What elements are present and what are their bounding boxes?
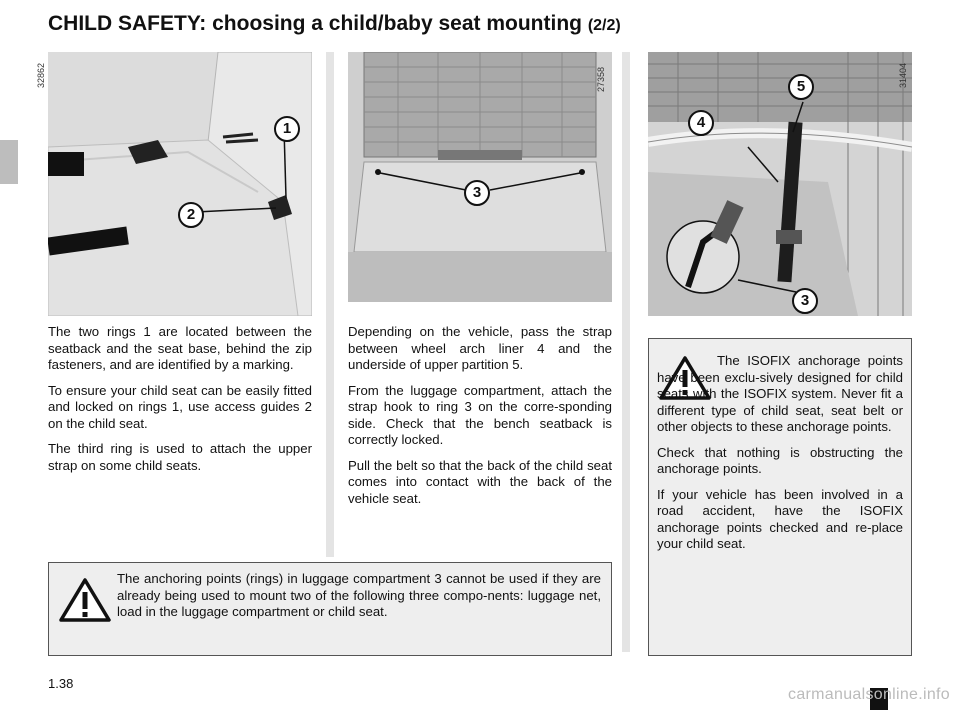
callout-2: 2 xyxy=(178,202,204,228)
callout-3b: 3 xyxy=(792,288,818,314)
strap-partition-illustration xyxy=(648,52,912,316)
seat-rings-illustration xyxy=(48,52,312,316)
page-number: 1.38 xyxy=(48,676,74,691)
luggage-compartment-drawing xyxy=(348,52,612,302)
page-title-suffix: (2/2) xyxy=(587,17,621,34)
column-separator-2 xyxy=(622,52,630,652)
warning-triangle-icon xyxy=(59,577,111,623)
image-ref-32862: 32862 xyxy=(36,62,46,88)
paragraph: Depending on the vehicle, pass the strap between wheel arch liner 4 and the underside of upper partition 5. xyxy=(348,324,612,372)
callout-5: 5 xyxy=(788,74,814,100)
paragraph: The two rings 1 are located between the seatback and the seat base, behind the zip fasteners, and are identified by a marking. xyxy=(48,324,312,372)
callout-1: 1 xyxy=(274,116,300,142)
paragraph: The ISOFIX anchorage points have been exclu-sively designed for child seats with the ISOFIX system. Never fit a different type of child seat, seat belt or other objects to these anchorage points. xyxy=(657,353,903,434)
seat-rings-drawing xyxy=(48,52,312,316)
column-1-text xyxy=(48,324,312,483)
image-ref-31404: 31404 xyxy=(898,62,908,88)
watermark: carmanualsonline.info xyxy=(788,686,950,703)
callout-3: 3 xyxy=(464,180,490,206)
paragraph: If your vehicle has been involved in a road accident, have the ISOFIX anchorage points checked and re-place your child seat. xyxy=(657,486,903,551)
callout-4: 4 xyxy=(688,110,714,136)
paragraph: The third ring is used to attach the upper strap on some child seats. xyxy=(48,441,312,473)
page-title-main: CHILD SAFETY: choosing a child/baby seat mounting xyxy=(48,12,582,35)
paragraph: From the luggage compartment, attach the strap hook to ring 3 on the corre-sponding side. Check that the bench seatback is correctly locked. xyxy=(348,382,612,447)
page-title xyxy=(48,12,621,36)
luggage-warning-box xyxy=(48,562,612,656)
column-2-text xyxy=(348,324,612,516)
section-tab xyxy=(0,140,18,184)
paragraph: Pull the belt so that the back of the child seat comes into contact with the back of the vehicle seat. xyxy=(348,457,612,506)
column-separator-1 xyxy=(326,52,334,557)
luggage-warning-text: The anchoring points (rings) in luggage compartment 3 cannot be used if they are already being used to mount two of the following three compo-nents: luggage net, load in the luggage compartment or child seat. xyxy=(117,571,601,619)
isofix-warning-text xyxy=(657,353,903,562)
image-ref-27358: 27358 xyxy=(596,66,606,92)
paragraph: To ensure your child seat can be easily fitted and locked on rings 1, use access guides 2 on the child seat. xyxy=(48,382,312,431)
paragraph: Check that nothing is obstructing the anchorage points. xyxy=(657,444,903,476)
isofix-warning-box xyxy=(648,338,912,656)
luggage-compartment-illustration xyxy=(348,52,612,302)
strap-partition-drawing xyxy=(648,52,912,316)
